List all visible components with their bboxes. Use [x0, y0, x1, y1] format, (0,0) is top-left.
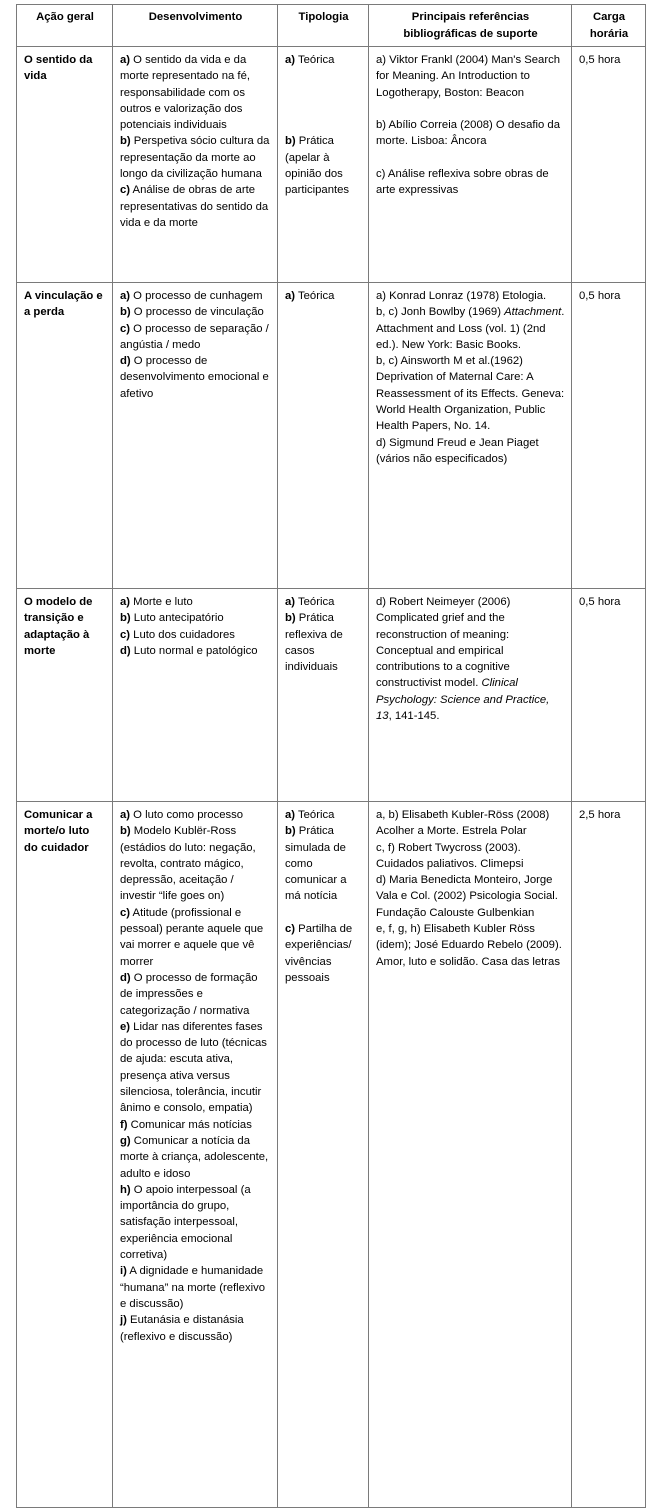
- cell-tipologia: [278, 283, 369, 589]
- reference-entry: c, f) Robert Twycross (2003). Cuidados paliativos. Climepsi: [376, 841, 524, 870]
- item-label: c): [120, 322, 131, 335]
- cell-acao-geral: Comunicar a morte/o luto do cuidador: [17, 802, 113, 1508]
- carga-header-line2: horária: [589, 27, 629, 40]
- reference-entry: d) Sigmund Freud e Jean Piaget (vários não especificados): [376, 436, 539, 465]
- item-label: b): [120, 825, 131, 838]
- spacer: [376, 150, 565, 166]
- cell-carga-horaria: 0,5 hora: [572, 589, 646, 802]
- tipologia-item: [285, 288, 362, 304]
- cell-referencias: [369, 283, 572, 589]
- table-row: [17, 283, 646, 589]
- table-row: [17, 589, 646, 802]
- dev-item: [120, 823, 271, 904]
- tipologia-item: [285, 52, 362, 68]
- dev-item: [120, 353, 271, 402]
- item-text: Teórica: [295, 809, 335, 821]
- reference-entry: [376, 304, 565, 353]
- dev-item: [120, 1019, 271, 1117]
- item-label: c): [120, 184, 131, 197]
- item-text: Prática reflexiva de casos individuais: [285, 612, 343, 674]
- cell-carga-horaria: 2,5 hora: [572, 802, 646, 1508]
- dev-item: [120, 970, 271, 1019]
- spacer: [285, 905, 362, 921]
- item-label: a): [285, 809, 296, 821]
- item-label: a): [120, 54, 131, 66]
- cell-tipologia: [278, 802, 369, 1508]
- item-text: Eutanásia e distanásia (reflexivo e discussão): [120, 1314, 244, 1343]
- ref-pre: d) Robert Neimeyer (2006) Complicated grief and the reconstruction of meaning: Conceptual and empirical contributions to a cognitive constructivist model.: [376, 596, 511, 690]
- dev-item: [120, 643, 271, 659]
- item-label: a): [285, 290, 296, 302]
- cell-acao-geral: O modelo de transição e adaptação à morte: [17, 589, 113, 802]
- item-text: O processo de separação / angústia / medo: [120, 322, 269, 351]
- item-text: O processo de cunhagem: [130, 290, 263, 302]
- item-text: Teórica: [295, 290, 335, 302]
- reference-entry: e, f, g, h) Elisabeth Kubler Röss (idem); José Eduardo Rebelo (2009). Amor, luto e solidão. Casa das letras: [376, 923, 562, 968]
- dev-item: [120, 304, 271, 320]
- item-label: b): [285, 612, 296, 625]
- dev-item: [120, 52, 271, 133]
- cell-acao-geral: O sentido da vida: [17, 47, 113, 283]
- column-header-acao-geral: Ação geral: [17, 5, 113, 47]
- item-text: Comunicar más notícias: [127, 1118, 252, 1131]
- item-text: Lidar nas diferentes fases do processo de luto (técnicas de ajuda: escuta ativa, presença ativa versus silenciosa, tolerância, incutir ânimo e consolo, empatia): [120, 1020, 267, 1115]
- tipologia-item: [285, 807, 362, 823]
- referencias-header-line1: Principais referências: [411, 11, 530, 23]
- cell-acao-geral: A vinculação e a perda: [17, 283, 113, 589]
- item-text: Partilha de experiências/ vivências pessoais: [285, 923, 353, 984]
- item-label: i): [120, 1265, 127, 1278]
- item-label: a): [285, 54, 296, 66]
- spacer: [285, 85, 362, 101]
- ref-italic: Clinical Psychology: Science and Practice, 13: [376, 677, 550, 723]
- item-label: e): [120, 1020, 131, 1033]
- dev-item: [120, 1182, 271, 1263]
- item-label: b): [285, 135, 296, 148]
- ref-post: . Attachment and Loss (vol. 1) (2nd ed.). New York: Basic Books.: [376, 306, 565, 351]
- column-header-referencias: [369, 5, 572, 47]
- dev-item: [120, 288, 271, 304]
- spacer: [285, 101, 362, 117]
- cell-carga-horaria: 0,5 hora: [572, 283, 646, 589]
- reference-entry: [376, 594, 565, 724]
- item-label: d): [120, 644, 131, 657]
- table-row: [17, 802, 646, 1508]
- item-text: O sentido da vida e da morte representado na fé, responsabilidade com os outros e valorização dos potenciais individuais: [120, 54, 250, 132]
- item-text: A dignidade e humanidade “humana” na morte (reflexivo e discussão): [120, 1265, 266, 1310]
- ref-pre: b, c) Jonh Bowlby (1969): [376, 306, 505, 319]
- header-row: [17, 5, 646, 47]
- dev-item: [120, 182, 271, 231]
- item-label: b): [120, 135, 131, 148]
- item-label: c): [120, 628, 131, 641]
- column-header-carga-horaria: [572, 5, 646, 47]
- reference-entry: a) Viktor Frankl (2004) Man's Search for Meaning. An Introduction to Logotherapy, Boston: Beacon: [376, 54, 561, 99]
- item-text: O processo de vinculação: [130, 306, 264, 319]
- dev-item: [120, 627, 271, 643]
- table-header: [17, 5, 646, 47]
- item-text: Luto dos cuidadores: [130, 628, 235, 641]
- item-label: a): [120, 290, 131, 302]
- tipologia-item: [285, 823, 362, 904]
- item-text: Comunicar a notícia da morte à criança, adolescente, adulto e idoso: [120, 1134, 269, 1180]
- item-text: O processo de desenvolvimento emocional e afetivo: [120, 355, 269, 400]
- item-label: f): [120, 1118, 128, 1131]
- item-label: a): [120, 596, 131, 608]
- item-text: O processo de formação de impressões e categorização / normativa: [120, 971, 258, 1017]
- cell-desenvolvimento: [113, 802, 278, 1508]
- item-label: a): [285, 596, 296, 608]
- dev-item: [120, 610, 271, 626]
- referencias-header-line2: bibliográficas de suporte: [403, 27, 538, 40]
- item-label: h): [120, 1183, 131, 1196]
- dev-item: [120, 1263, 271, 1312]
- table-body: [17, 47, 646, 1508]
- column-header-tipologia: Tipologia: [278, 5, 369, 47]
- tipologia-item: [285, 921, 362, 986]
- cell-desenvolvimento: [113, 47, 278, 283]
- item-label: d): [120, 355, 131, 368]
- dev-item: [120, 1133, 271, 1182]
- ref-italic: Attachment: [504, 306, 562, 319]
- column-header-desenvolvimento: Desenvolvimento: [113, 5, 278, 47]
- dev-item: [120, 321, 271, 354]
- reference-entry: a) Konrad Lonraz (1978) Etologia.: [376, 290, 547, 302]
- reference-entry: b, c) Ainsworth M et al.(1962) Deprivation of Maternal Care: A Reassessment of its Effects. Geneva: World Health Organization, Public Health Papers, No. 14.: [376, 355, 565, 433]
- item-label: c): [285, 923, 296, 936]
- table-row: [17, 47, 646, 283]
- item-label: g): [120, 1134, 131, 1147]
- item-text: O apoio interpessoal (a importância do grupo, satisfação interpessoal, experiência emocional corretiva): [120, 1183, 251, 1262]
- reference-entry: a, b) Elisabeth Kubler-Röss (2008) Acolher a Morte. Estrela Polar: [376, 809, 550, 838]
- cell-desenvolvimento: [113, 589, 278, 802]
- item-text: Luto antecipatório: [130, 612, 224, 625]
- item-label: b): [120, 306, 131, 319]
- tipologia-item: [285, 610, 362, 675]
- item-text: Teórica: [295, 54, 335, 66]
- dev-item: [120, 807, 271, 823]
- item-text: Atitude (profissional e pessoal) perante aquele que vai morrer e aquele que vê morrer: [120, 906, 264, 968]
- dev-item: [120, 905, 271, 970]
- item-text: Prática simulada de como comunicar a má notícia: [285, 825, 347, 903]
- carga-header-line1: Carga: [592, 11, 626, 23]
- cell-referencias: [369, 802, 572, 1508]
- item-label: b): [285, 825, 296, 838]
- spacer: [376, 101, 565, 117]
- dev-item: [120, 594, 271, 610]
- tipologia-item: [285, 594, 362, 610]
- ref-post: , 141-145.: [388, 710, 440, 723]
- item-text: Análise de obras de arte representativas do sentido da vida e da morte: [120, 184, 269, 229]
- item-text: Teórica: [295, 596, 335, 608]
- item-text: Morte e luto: [130, 596, 193, 608]
- reference-entry: c) Análise reflexiva sobre obras de arte expressivas: [376, 168, 549, 197]
- cell-carga-horaria: 0,5 hora: [572, 47, 646, 283]
- item-text: Prática (apelar à opinião dos participantes: [285, 135, 350, 197]
- item-label: c): [120, 906, 131, 919]
- spacer: [285, 117, 362, 133]
- item-text: O luto como processo: [130, 809, 244, 821]
- item-text: Perspetiva sócio cultura da representação da morte ao longo da civilização humana: [120, 135, 270, 181]
- curriculum-plan-table: [16, 4, 646, 1508]
- reference-entry: b) Abílio Correia (2008) O desafio da morte. Lisboa: Âncora: [376, 119, 560, 148]
- item-text: Modelo Kublër-Ross (estádios do luto: negação, revolta, contrato mágico, depressão, aceitação / investir “life goes on): [120, 825, 256, 903]
- cell-referencias: [369, 47, 572, 283]
- item-label: a): [120, 809, 131, 821]
- cell-referencias: [369, 589, 572, 802]
- item-label: j): [120, 1314, 127, 1327]
- dev-item: [120, 1117, 271, 1133]
- reference-entry: d) Maria Benedicta Monteiro, Jorge Vala e Col. (2002) Psicologia Social. Fundação Calouste Gulbenkian: [376, 874, 558, 919]
- item-label: d): [120, 971, 131, 984]
- item-label: b): [120, 612, 131, 625]
- cell-tipologia: [278, 47, 369, 283]
- cell-desenvolvimento: [113, 283, 278, 589]
- dev-item: [120, 133, 271, 182]
- item-text: Luto normal e patológico: [130, 644, 258, 657]
- spacer: [285, 68, 362, 84]
- dev-item: [120, 1312, 271, 1345]
- tipologia-item: [285, 133, 362, 198]
- cell-tipologia: [278, 589, 369, 802]
